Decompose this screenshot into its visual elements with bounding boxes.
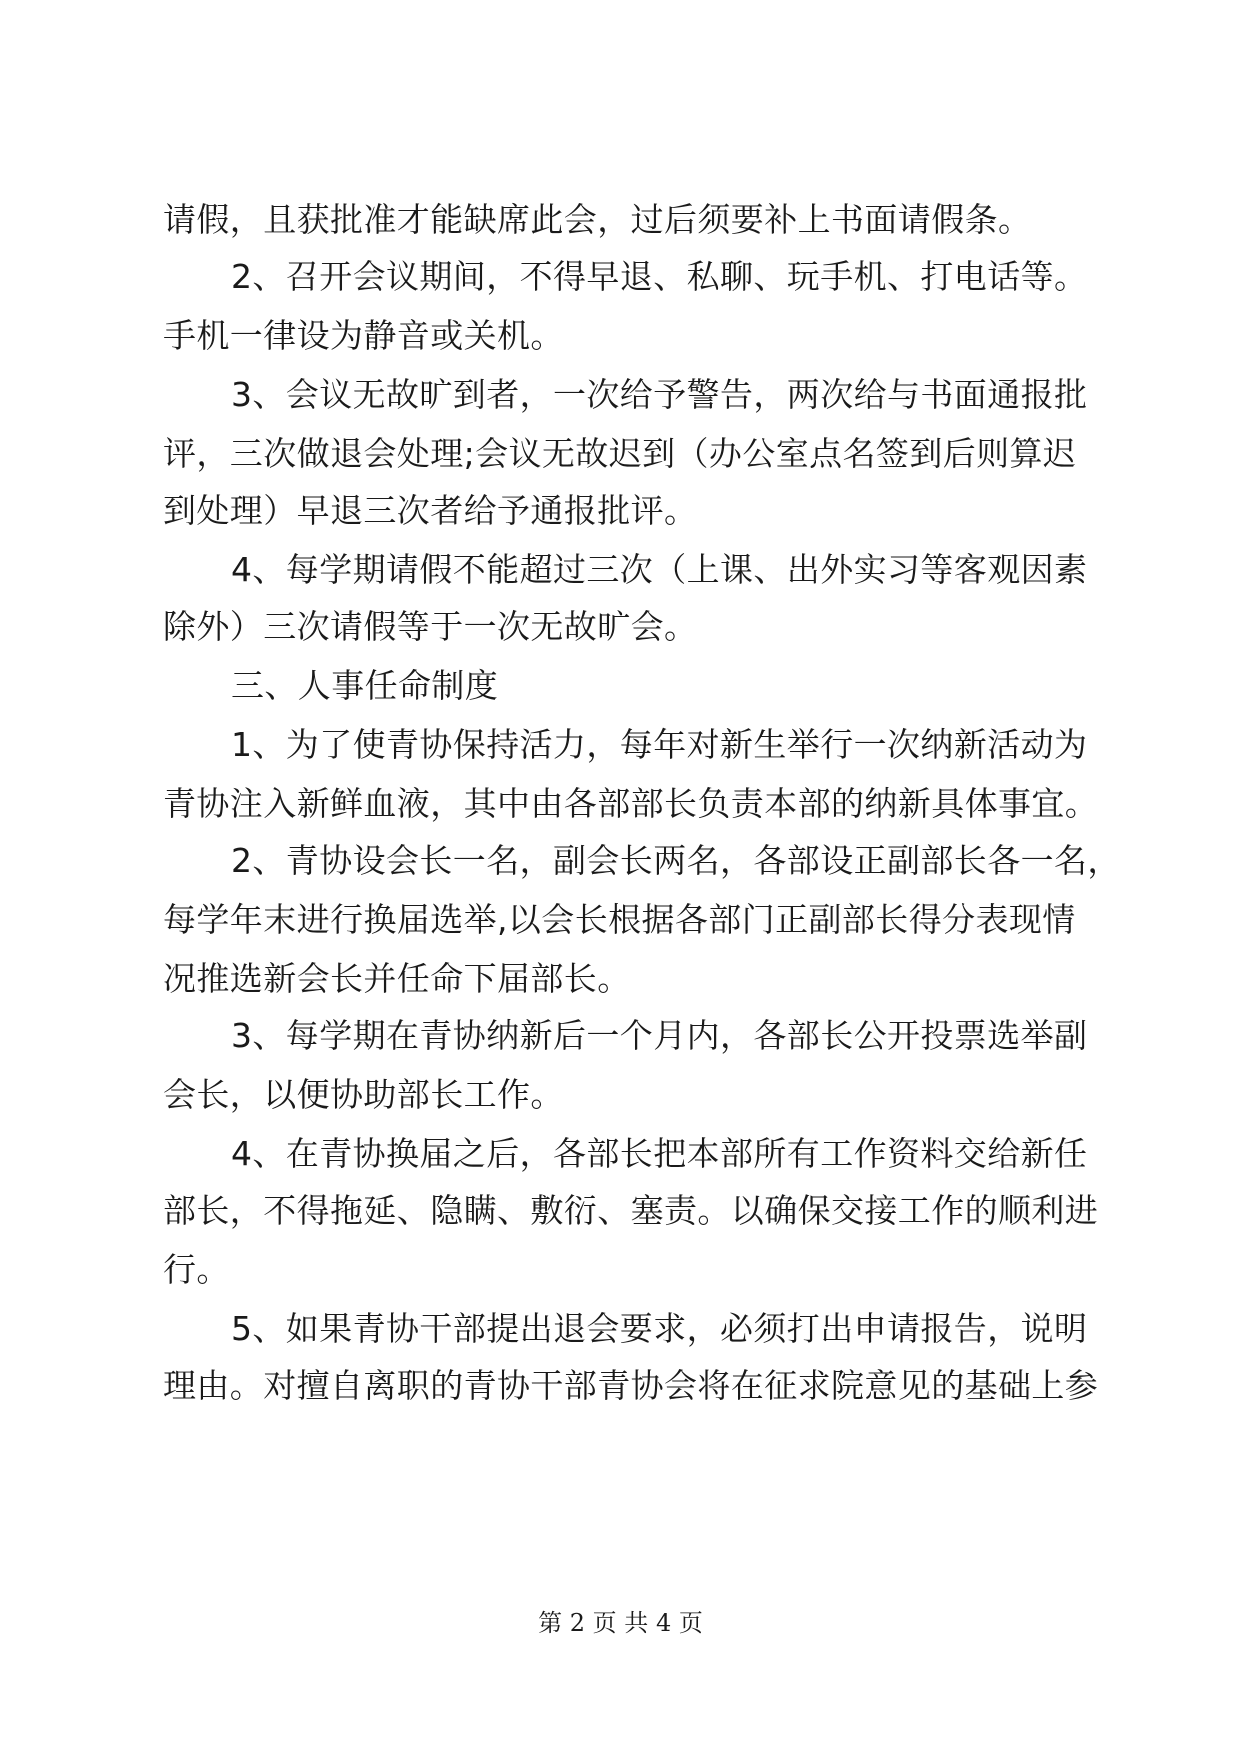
section-heading: 三、人事任命制度 — [231, 666, 499, 705]
text-line: 4、每学期请假不能超过三次（上课、出外实习等客观因素 — [231, 550, 1088, 589]
text-line: 除外）三次请假等于一次无故旷会。 — [163, 607, 698, 646]
text-line: 部长，不得拖延、隐瞒、敷衍、塞责。以确保交接工作的顺利进 — [163, 1191, 1099, 1230]
text-line: 理由。对擅自离职的青协干部青协会将在征求院意见的基础上参 — [163, 1366, 1099, 1405]
text-line: 手机一律设为静音或关机。 — [163, 316, 564, 355]
text-line: 5、如果青协干部提出退会要求，必须打出申请报告，说明 — [231, 1309, 1088, 1348]
text-line: 评，三次做退会处理;会议无故迟到（办公室点名签到后则算迟 — [163, 434, 1077, 473]
page-footer: 第 2 页 共 4 页 — [538, 1609, 703, 1637]
text-line: 3、会议无故旷到者，一次给予警告，两次给与书面通报批 — [231, 375, 1088, 414]
text-line: 青协注入新鲜血液，其中由各部部长负责本部的纳新具体事宜。 — [163, 784, 1099, 823]
text-line: 2、召开会议期间，不得早退、私聊、玩手机、打电话等。 — [231, 257, 1088, 296]
text-line: 每学年末进行换届选举,以会长根据各部门正副部长得分表现情 — [163, 900, 1076, 939]
text-line: 行。 — [163, 1250, 230, 1289]
text-line: 1、为了使青协保持活力，每年对新生举行一次纳新活动为 — [231, 725, 1088, 764]
text-line: 请假，且获批准才能缺席此会，过后须要补上书面请假条。 — [163, 200, 1032, 239]
text-line: 会长，以便协助部长工作。 — [163, 1075, 564, 1114]
text-line: 2、青协设会长一名，副会长两名，各部设正副部长各一名， — [231, 841, 1121, 880]
text-line: 4、在青协换届之后，各部长把本部所有工作资料交给新任 — [231, 1134, 1088, 1173]
text-line: 到处理）早退三次者给予通报批评。 — [163, 491, 698, 530]
text-line: 况推选新会长并任命下届部长。 — [163, 959, 631, 998]
text-line: 3、每学期在青协纳新后一个月内，各部长公开投票选举副 — [231, 1016, 1088, 1055]
